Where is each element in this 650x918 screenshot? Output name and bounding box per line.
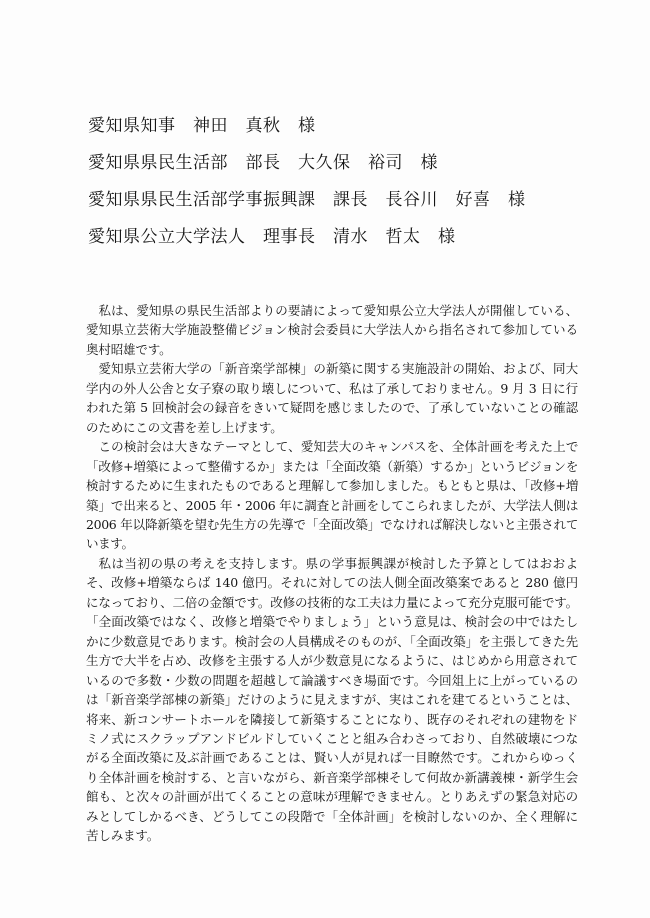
body-paragraph: 私は当初の県の考えを支持します。県の学事振興課が検討した予算としてはおおよそ、改修+増築ならば 140 億円。それに対しての法人側全面改築案であると 280 億円になっており、二倍の金額です。改修の技術的な工夫は力量によって充分克服可能です。「全面改築ではなく、改修と増築でやりましょう」という意見は、検討会の中ではたしかに少数意見であります。検討会の人員構成そのものが、「全面改築」を主張してきた先生方で大半を占め、改修を主張する人が少数意見になるように、はじめから用意されているので多数・少数の問題を超越して論議すべき場面です。今回俎上に上がっているのは「新音楽学部棟の新築」だけのように見えますが、実はこれを建てるということは、将来、新コンサートホールを隣接して新築することになり、既存のそれぞれの建物をドミノ式にスクラップアンドビルドしていくことと組み合わさっており、自然破壊につながる全面改築に及ぶ計画であることは、賢い人が見れば一目瞭然です。これからゆっくり全体計画を検討する、と言いながら、新音楽学部棟そして何故か新講義棟・新学生会館も、と次々の計画が出てくることの意味が理解できません。とりあえずの緊急対応のみとしてしかるべき、どうしてこの段階で「全体計画」を検討しないのか、全く理解に苦しみます。 (86, 555, 579, 844)
addressee-line: 愛知県県民生活部 部長 大久保 裕司 様 (88, 153, 438, 173)
addressee-line: 愛知県県民生活部学事振興課 課長 長谷川 好喜 様 (88, 190, 526, 210)
addressee-block (88, 114, 628, 262)
addressee-line: 愛知県公立大学法人 理事長 清水 哲太 様 (88, 227, 456, 247)
body-paragraph: 愛知県立芸術大学の「新音楽学部棟」の新築に関する実施設計の開始、および、同大学内の外人公舎と女子寮の取り壊しについて、私は了承しておりません。9 月 3 日に行われた第 5 回検討会の録音をきいて疑問を感じましたので、了承していないことの確認のためにこの文書を差し上げます。 (86, 361, 578, 435)
letter-body (86, 301, 578, 846)
body-paragraph: 私は、愛知県の県民生活部よりの要請によって愛知県公立大学法人が開催している、愛知県立芸術大学施設整備ビジョン検討会委員に大学法人から指名されて参加している奥村昭雄です。 (86, 303, 578, 357)
addressee-line: 愛知県知事 神田 真秋 様 (88, 116, 316, 136)
body-paragraph: この検討会は大きなテーマとして、愛知芸大のキャンパスを、全体計画を考えた上で「改修+増築によって整備するか」または「全面改築（新築）するか」というビジョンを検討するために生まれたものであると理解して参加しました。もともと県は、「改修+増築」で出来ると、2005 年・2006 年に調査と計画をしてこられましたが、大学法人側は 2006 年以降新築を望む先生方の先導で「全面改築」でなければ解決しないと主張されています。 (86, 439, 578, 552)
